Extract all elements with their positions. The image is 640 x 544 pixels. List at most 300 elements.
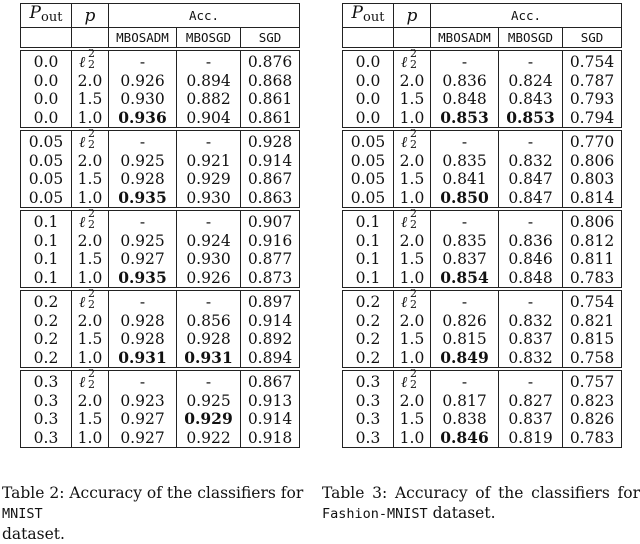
cell-mbosadm: - bbox=[431, 49, 499, 72]
caption-line-2 bbox=[322, 503, 640, 524]
table-row bbox=[21, 90, 300, 109]
header-pout bbox=[343, 4, 394, 28]
cell-sgd: 0.918 bbox=[241, 429, 300, 448]
cell-pout: 0.0 bbox=[21, 109, 72, 130]
cell-mbosgd: 0.853 bbox=[499, 109, 563, 130]
superscript: 2 bbox=[88, 367, 95, 381]
cell-p bbox=[394, 369, 431, 392]
cell-mbosgd: 0.846 bbox=[499, 250, 563, 269]
subscript: 2 bbox=[88, 58, 95, 72]
header-acc-group: Acc. bbox=[109, 4, 300, 28]
cell-p: 1.5 bbox=[394, 330, 431, 349]
ell-2-2-symbol bbox=[79, 127, 101, 152]
cell-mbosgd: 0.929 bbox=[177, 170, 241, 189]
cell-sgd: 0.913 bbox=[241, 392, 300, 411]
table-3-caption bbox=[322, 483, 640, 524]
empty-cell bbox=[394, 28, 431, 50]
cell-mbosadm: 0.926 bbox=[109, 72, 177, 91]
cell-sgd: 0.757 bbox=[563, 369, 622, 392]
cell-mbosgd: - bbox=[499, 129, 563, 152]
cell-pout: 0.3 bbox=[21, 410, 72, 429]
caption-text: Table 3: Accuracy of the classifiers for bbox=[322, 484, 640, 502]
cell-pout: 0.1 bbox=[21, 232, 72, 251]
cell-p: 1.0 bbox=[394, 429, 431, 448]
cell-sgd: 0.754 bbox=[563, 49, 622, 72]
cell-p: 2.0 bbox=[394, 312, 431, 331]
superscript: 2 bbox=[410, 127, 417, 141]
cell-pout: 0.0 bbox=[21, 49, 72, 72]
cell-pout: 0.3 bbox=[21, 369, 72, 392]
cell-pout: 0.2 bbox=[343, 349, 394, 370]
superscript: 2 bbox=[88, 127, 95, 141]
cell-pout: 0.0 bbox=[21, 72, 72, 91]
caption-text: Table 2: Accuracy of the classifiers for bbox=[2, 484, 304, 502]
ell-norm: ℓ 2 2 bbox=[401, 127, 417, 152]
cell-mbosgd: - bbox=[499, 369, 563, 392]
cell-pout: 0.0 bbox=[343, 49, 394, 72]
header-method-mbosgd: MBOSGD bbox=[499, 28, 563, 50]
cell-mbosadm: - bbox=[109, 369, 177, 392]
subscript: 2 bbox=[410, 378, 417, 392]
subscript: 2 bbox=[88, 138, 95, 152]
cell-p: 1.5 bbox=[72, 170, 109, 189]
cell-pout: 0.1 bbox=[343, 269, 394, 290]
cell-mbosadm: 0.928 bbox=[109, 312, 177, 331]
superscript: 2 bbox=[410, 47, 417, 61]
cell-mbosadm: 0.927 bbox=[109, 250, 177, 269]
cell-sgd: 0.914 bbox=[241, 152, 300, 171]
table-row bbox=[21, 330, 300, 349]
cell-p bbox=[72, 49, 109, 72]
cell-pout: 0.1 bbox=[21, 269, 72, 290]
header-acc-group: Acc. bbox=[431, 4, 622, 28]
ell-norm: ℓ 2 2 bbox=[79, 47, 95, 72]
table-row bbox=[343, 269, 622, 290]
header-method-mbosadm: MBOSADM bbox=[431, 28, 499, 50]
table-row bbox=[21, 49, 300, 72]
cell-mbosgd: 0.836 bbox=[499, 232, 563, 251]
cell-sgd: 0.812 bbox=[563, 232, 622, 251]
method-header-row bbox=[343, 28, 622, 50]
cell-pout: 0.1 bbox=[21, 250, 72, 269]
cell-pout: 0.1 bbox=[343, 232, 394, 251]
cell-pout: 0.3 bbox=[343, 410, 394, 429]
cell-sgd: 0.892 bbox=[241, 330, 300, 349]
cell-mbosadm: 0.923 bbox=[109, 392, 177, 411]
table-row bbox=[343, 209, 622, 232]
cell-mbosgd: 0.832 bbox=[499, 349, 563, 370]
cell-sgd: 0.754 bbox=[563, 289, 622, 312]
subscript: 2 bbox=[88, 298, 95, 312]
cell-p: 1.5 bbox=[394, 250, 431, 269]
superscript: 2 bbox=[410, 207, 417, 221]
cell-mbosadm: 0.935 bbox=[109, 189, 177, 210]
cell-mbosgd: 0.894 bbox=[177, 72, 241, 91]
pout-symbol: P bbox=[351, 3, 363, 23]
ell-2-2-symbol bbox=[79, 367, 101, 392]
ell-2-2-symbol bbox=[401, 47, 423, 72]
cell-mbosgd: - bbox=[177, 289, 241, 312]
table-row bbox=[343, 152, 622, 171]
cell-sgd: 0.867 bbox=[241, 170, 300, 189]
cell-pout: 0.05 bbox=[343, 129, 394, 152]
cell-mbosgd: 0.929 bbox=[177, 410, 241, 429]
cell-mbosadm: 0.925 bbox=[109, 152, 177, 171]
table-row bbox=[21, 152, 300, 171]
cell-p bbox=[72, 369, 109, 392]
cell-sgd: 0.907 bbox=[241, 209, 300, 232]
fashion-mnist-accuracy-table bbox=[342, 3, 622, 448]
cell-mbosgd: 0.925 bbox=[177, 392, 241, 411]
cell-sgd: 0.758 bbox=[563, 349, 622, 370]
cell-mbosadm: 0.850 bbox=[431, 189, 499, 210]
cell-sgd: 0.876 bbox=[241, 49, 300, 72]
pout-subscript: out bbox=[41, 10, 63, 25]
ell-norm: ℓ 2 2 bbox=[79, 207, 95, 232]
cell-p: 1.5 bbox=[72, 410, 109, 429]
header-p: p bbox=[394, 4, 431, 28]
cell-mbosadm: 0.835 bbox=[431, 232, 499, 251]
table-row bbox=[343, 129, 622, 152]
cell-p: 1.5 bbox=[72, 90, 109, 109]
cell-p bbox=[394, 209, 431, 232]
table-row bbox=[21, 129, 300, 152]
cell-sgd: 0.806 bbox=[563, 209, 622, 232]
caption-text-cont: dataset. bbox=[2, 525, 65, 543]
cell-mbosgd: 0.827 bbox=[499, 392, 563, 411]
cell-pout: 0.0 bbox=[21, 90, 72, 109]
cell-mbosgd: - bbox=[177, 209, 241, 232]
cell-mbosadm: - bbox=[431, 369, 499, 392]
cell-mbosgd: 0.930 bbox=[177, 250, 241, 269]
superscript: 2 bbox=[410, 367, 417, 381]
table-row bbox=[21, 170, 300, 189]
cell-mbosgd: 0.882 bbox=[177, 90, 241, 109]
cell-sgd: 0.897 bbox=[241, 289, 300, 312]
cell-mbosgd: 0.922 bbox=[177, 429, 241, 448]
cell-sgd: 0.867 bbox=[241, 369, 300, 392]
cell-pout: 0.3 bbox=[21, 429, 72, 448]
cell-sgd: 0.793 bbox=[563, 90, 622, 109]
subscript: 2 bbox=[88, 218, 95, 232]
cell-mbosgd: 0.931 bbox=[177, 349, 241, 370]
cell-p: 1.5 bbox=[394, 170, 431, 189]
cell-sgd: 0.861 bbox=[241, 109, 300, 130]
cell-pout: 0.1 bbox=[343, 250, 394, 269]
caption-dataset-name: Fashion-MNIST bbox=[322, 506, 428, 522]
superscript: 2 bbox=[88, 287, 95, 301]
subscript: 2 bbox=[410, 298, 417, 312]
cell-mbosgd: 0.904 bbox=[177, 109, 241, 130]
cell-p: 1.0 bbox=[72, 349, 109, 370]
cell-pout: 0.05 bbox=[21, 129, 72, 152]
cell-mbosgd: 0.837 bbox=[499, 330, 563, 349]
cell-mbosadm: 0.925 bbox=[109, 232, 177, 251]
cell-mbosgd: 0.824 bbox=[499, 72, 563, 91]
caption-suffix: dataset. bbox=[427, 504, 496, 522]
table-row bbox=[21, 72, 300, 91]
subscript: 2 bbox=[410, 138, 417, 152]
ell-2-2-symbol bbox=[401, 367, 423, 392]
cell-mbosgd: - bbox=[499, 289, 563, 312]
cell-mbosgd: 0.837 bbox=[499, 410, 563, 429]
cell-sgd: 0.894 bbox=[241, 349, 300, 370]
cell-sgd: 0.826 bbox=[563, 410, 622, 429]
cell-pout: 0.3 bbox=[343, 429, 394, 448]
cell-mbosadm: - bbox=[109, 49, 177, 72]
cell-mbosgd: - bbox=[177, 369, 241, 392]
ell-norm: ℓ 2 2 bbox=[401, 47, 417, 72]
table-row bbox=[343, 250, 622, 269]
cell-p: 1.0 bbox=[72, 269, 109, 290]
cell-sgd: 0.770 bbox=[563, 129, 622, 152]
cell-mbosadm: 0.936 bbox=[109, 109, 177, 130]
cell-pout: 0.1 bbox=[21, 209, 72, 232]
cell-mbosadm: - bbox=[109, 289, 177, 312]
header-p: p bbox=[72, 4, 109, 28]
cell-p bbox=[72, 129, 109, 152]
cell-mbosadm: 0.930 bbox=[109, 90, 177, 109]
table-row bbox=[343, 170, 622, 189]
cell-pout: 0.2 bbox=[343, 330, 394, 349]
table-row bbox=[343, 49, 622, 72]
cell-p: 2.0 bbox=[394, 152, 431, 171]
cell-p: 2.0 bbox=[72, 312, 109, 331]
cell-sgd: 0.877 bbox=[241, 250, 300, 269]
cell-mbosadm: 0.931 bbox=[109, 349, 177, 370]
cell-p: 1.5 bbox=[394, 90, 431, 109]
cell-mbosgd: 0.847 bbox=[499, 189, 563, 210]
cell-mbosadm: 0.846 bbox=[431, 429, 499, 448]
table-row bbox=[343, 392, 622, 411]
table-row bbox=[21, 232, 300, 251]
cell-p: 1.5 bbox=[394, 410, 431, 429]
cell-sgd: 0.811 bbox=[563, 250, 622, 269]
table-row bbox=[21, 369, 300, 392]
cell-mbosadm: 0.928 bbox=[109, 330, 177, 349]
cell-sgd: 0.861 bbox=[241, 90, 300, 109]
cell-p: 1.0 bbox=[72, 189, 109, 210]
header-pout bbox=[21, 4, 72, 28]
table-row bbox=[343, 312, 622, 331]
cell-mbosgd: - bbox=[499, 49, 563, 72]
cell-p: 1.0 bbox=[394, 189, 431, 210]
cell-pout: 0.2 bbox=[343, 312, 394, 331]
cell-mbosadm: 0.935 bbox=[109, 269, 177, 290]
table-row bbox=[343, 330, 622, 349]
cell-p: 2.0 bbox=[72, 72, 109, 91]
table-row bbox=[21, 410, 300, 429]
cell-pout: 0.0 bbox=[343, 109, 394, 130]
cell-p bbox=[394, 289, 431, 312]
ell-2-2-symbol bbox=[79, 207, 101, 232]
cell-sgd: 0.815 bbox=[563, 330, 622, 349]
cell-mbosadm: 0.817 bbox=[431, 392, 499, 411]
cell-mbosgd: 0.832 bbox=[499, 312, 563, 331]
cell-pout: 0.2 bbox=[21, 289, 72, 312]
cell-pout: 0.3 bbox=[21, 392, 72, 411]
cell-mbosadm: - bbox=[431, 129, 499, 152]
table-2-caption bbox=[2, 483, 320, 544]
cell-p: 1.5 bbox=[72, 250, 109, 269]
cell-sgd: 0.928 bbox=[241, 129, 300, 152]
cell-p: 2.0 bbox=[394, 232, 431, 251]
cell-p: 2.0 bbox=[394, 392, 431, 411]
cell-sgd: 0.783 bbox=[563, 429, 622, 448]
table-row bbox=[21, 189, 300, 210]
table-row bbox=[21, 109, 300, 130]
cell-pout: 0.2 bbox=[21, 330, 72, 349]
fashion-mnist-table-container bbox=[342, 3, 622, 448]
cell-p: 1.5 bbox=[72, 330, 109, 349]
empty-cell bbox=[21, 28, 72, 50]
header-method-mbosadm: MBOSADM bbox=[109, 28, 177, 50]
cell-sgd: 0.873 bbox=[241, 269, 300, 290]
cell-sgd: 0.863 bbox=[241, 189, 300, 210]
cell-mbosgd: 0.847 bbox=[499, 170, 563, 189]
ell-2-2-symbol bbox=[79, 287, 101, 312]
table-row bbox=[21, 289, 300, 312]
cell-mbosgd: - bbox=[499, 209, 563, 232]
cell-mbosadm: 0.849 bbox=[431, 349, 499, 370]
cell-mbosgd: 0.928 bbox=[177, 330, 241, 349]
table-row bbox=[343, 410, 622, 429]
ell-norm: ℓ 2 2 bbox=[401, 207, 417, 232]
cell-sgd: 0.821 bbox=[563, 312, 622, 331]
table-row bbox=[21, 269, 300, 290]
cell-sgd: 0.787 bbox=[563, 72, 622, 91]
cell-mbosadm: 0.848 bbox=[431, 90, 499, 109]
header-method-sgd: SGD bbox=[563, 28, 622, 50]
table-row bbox=[343, 429, 622, 448]
ell-2-2-symbol bbox=[401, 207, 423, 232]
cell-p: 1.0 bbox=[394, 109, 431, 130]
cell-mbosadm: - bbox=[431, 289, 499, 312]
cell-p: 2.0 bbox=[72, 232, 109, 251]
cell-pout: 0.2 bbox=[343, 289, 394, 312]
cell-p: 2.0 bbox=[72, 392, 109, 411]
cell-mbosadm: 0.841 bbox=[431, 170, 499, 189]
table-row bbox=[343, 232, 622, 251]
cell-mbosgd: - bbox=[177, 49, 241, 72]
cell-mbosadm: 0.826 bbox=[431, 312, 499, 331]
ell-norm: ℓ 2 2 bbox=[79, 367, 95, 392]
cell-pout: 0.3 bbox=[343, 369, 394, 392]
cell-pout: 0.05 bbox=[343, 189, 394, 210]
superscript: 2 bbox=[88, 47, 95, 61]
cell-mbosgd: 0.819 bbox=[499, 429, 563, 448]
table-row bbox=[21, 392, 300, 411]
table-row bbox=[21, 209, 300, 232]
cell-mbosgd: 0.843 bbox=[499, 90, 563, 109]
header-row bbox=[343, 4, 622, 28]
cell-p bbox=[394, 129, 431, 152]
empty-cell bbox=[343, 28, 394, 50]
cell-mbosadm: 0.927 bbox=[109, 410, 177, 429]
table-row bbox=[21, 312, 300, 331]
cell-sgd: 0.794 bbox=[563, 109, 622, 130]
superscript: 2 bbox=[410, 287, 417, 301]
cell-mbosadm: - bbox=[109, 129, 177, 152]
header-method-sgd: SGD bbox=[241, 28, 300, 50]
ell-2-2-symbol bbox=[79, 47, 101, 72]
header-row bbox=[21, 4, 300, 28]
cell-mbosgd: - bbox=[177, 129, 241, 152]
table-row bbox=[343, 289, 622, 312]
cell-sgd: 0.814 bbox=[563, 189, 622, 210]
cell-mbosgd: 0.848 bbox=[499, 269, 563, 290]
ell-norm: ℓ 2 2 bbox=[79, 287, 95, 312]
cell-p: 1.0 bbox=[72, 109, 109, 130]
ell-2-2-symbol bbox=[401, 127, 423, 152]
cell-p bbox=[72, 209, 109, 232]
cell-p bbox=[394, 49, 431, 72]
mnist-table-container bbox=[20, 3, 300, 448]
cell-mbosadm: 0.837 bbox=[431, 250, 499, 269]
cell-pout: 0.2 bbox=[21, 349, 72, 370]
table-row bbox=[343, 349, 622, 370]
cell-pout: 0.05 bbox=[21, 170, 72, 189]
cell-mbosgd: 0.930 bbox=[177, 189, 241, 210]
cell-sgd: 0.803 bbox=[563, 170, 622, 189]
ell-norm: ℓ 2 2 bbox=[401, 367, 417, 392]
cell-mbosadm: 0.854 bbox=[431, 269, 499, 290]
cell-mbosadm: 0.838 bbox=[431, 410, 499, 429]
table-row bbox=[343, 90, 622, 109]
cell-pout: 0.05 bbox=[343, 152, 394, 171]
ell-norm: ℓ 2 2 bbox=[79, 127, 95, 152]
cell-mbosadm: - bbox=[109, 209, 177, 232]
cell-mbosadm: 0.815 bbox=[431, 330, 499, 349]
mnist-accuracy-table bbox=[20, 3, 300, 448]
cell-pout: 0.05 bbox=[21, 189, 72, 210]
cell-pout: 0.2 bbox=[21, 312, 72, 331]
cell-mbosgd: 0.926 bbox=[177, 269, 241, 290]
cell-mbosadm: 0.928 bbox=[109, 170, 177, 189]
cell-p bbox=[72, 289, 109, 312]
cell-p: 1.0 bbox=[72, 429, 109, 448]
cell-mbosgd: 0.832 bbox=[499, 152, 563, 171]
table-row bbox=[21, 250, 300, 269]
cell-mbosadm: 0.853 bbox=[431, 109, 499, 130]
cell-mbosadm: - bbox=[431, 209, 499, 232]
cell-sgd: 0.914 bbox=[241, 312, 300, 331]
table-row bbox=[343, 189, 622, 210]
cell-pout: 0.05 bbox=[21, 152, 72, 171]
subscript: 2 bbox=[410, 218, 417, 232]
cell-mbosadm: 0.836 bbox=[431, 72, 499, 91]
method-header-row bbox=[21, 28, 300, 50]
table-row bbox=[343, 72, 622, 91]
cell-mbosgd: 0.856 bbox=[177, 312, 241, 331]
cell-mbosgd: 0.921 bbox=[177, 152, 241, 171]
cell-pout: 0.3 bbox=[343, 392, 394, 411]
subscript: 2 bbox=[410, 58, 417, 72]
subscript: 2 bbox=[88, 378, 95, 392]
table-row bbox=[21, 349, 300, 370]
pout-symbol: P bbox=[29, 3, 41, 23]
cell-sgd: 0.914 bbox=[241, 410, 300, 429]
table-row bbox=[21, 429, 300, 448]
cell-p: 1.0 bbox=[394, 349, 431, 370]
cell-pout: 0.05 bbox=[343, 170, 394, 189]
cell-p: 1.0 bbox=[394, 269, 431, 290]
cell-p: 2.0 bbox=[72, 152, 109, 171]
cell-pout: 0.0 bbox=[343, 90, 394, 109]
empty-cell bbox=[72, 28, 109, 50]
ell-norm: ℓ 2 2 bbox=[401, 287, 417, 312]
cell-mbosgd: 0.924 bbox=[177, 232, 241, 251]
